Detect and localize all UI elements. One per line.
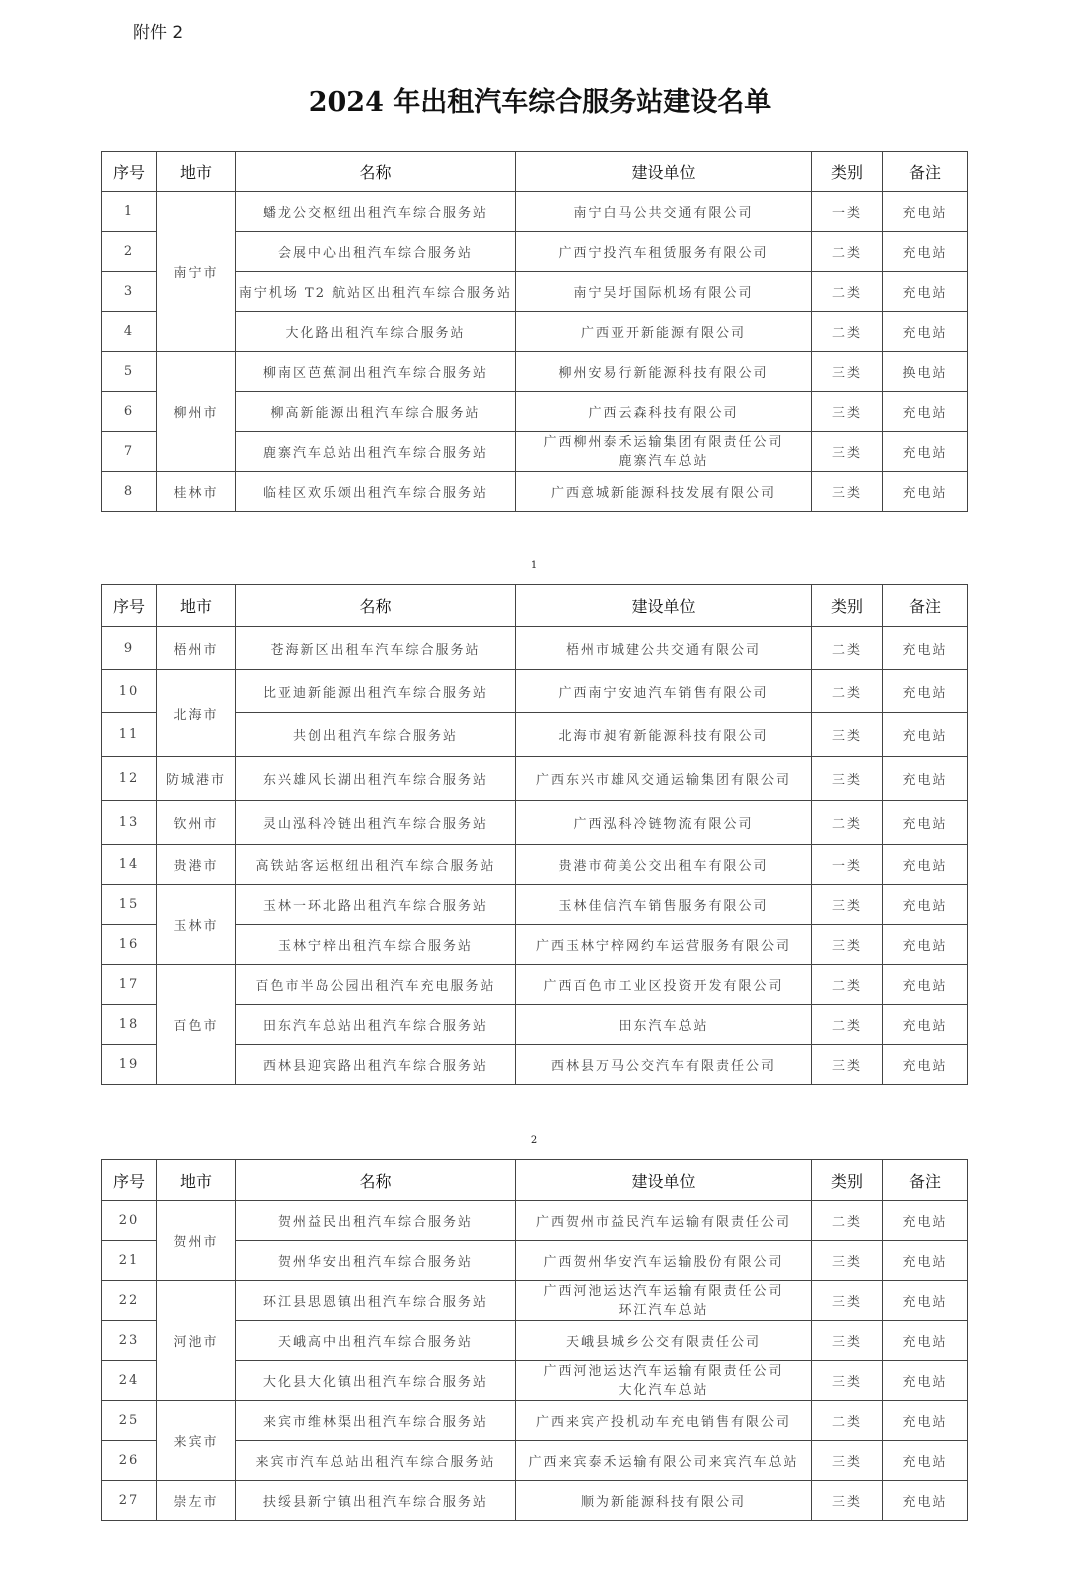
cell-name: 天峨高中出租汽车综合服务站 — [236, 1321, 516, 1361]
cell-name: 苍海新区出租车汽车综合服务站 — [236, 627, 516, 670]
cell-name: 玉林宁梓出租汽车综合服务站 — [236, 925, 516, 965]
cell-no: 19 — [102, 1045, 157, 1085]
cell-note: 充电站 — [883, 670, 968, 713]
header-unit: 建设单位 — [516, 152, 812, 192]
cell-name: 来宾市汽车总站出租汽车综合服务站 — [236, 1441, 516, 1481]
cell-unit: 广西泓科冷链物流有限公司 — [516, 801, 812, 845]
table-row — [102, 801, 968, 845]
cell-note: 充电站 — [883, 272, 968, 312]
cell-no: 18 — [102, 1005, 157, 1045]
header-name: 名称 — [236, 585, 516, 627]
cell-unit: 玉林佳信汽车销售服务有限公司 — [516, 885, 812, 925]
cell-note: 充电站 — [883, 1401, 968, 1441]
cell-unit: 广西玉林宁梓网约车运营服务有限公司 — [516, 925, 812, 965]
table-row — [102, 757, 968, 801]
cell-note: 充电站 — [883, 757, 968, 801]
cell-note: 充电站 — [883, 232, 968, 272]
cell-name: 南宁机场 T2 航站区出租汽车综合服务站 — [236, 272, 516, 312]
table-row — [102, 965, 968, 1005]
cell-unit: 田东汽车总站 — [516, 1005, 812, 1045]
cell-unit: 广西意城新能源科技发展有限公司 — [516, 472, 812, 512]
cell-city: 玉林市 — [157, 885, 236, 965]
cell-unit: 贵港市荷美公交出租车有限公司 — [516, 845, 812, 885]
document-title: 2024 年出租汽车综合服务站建设名单 — [308, 87, 772, 118]
cell-no: 27 — [102, 1481, 157, 1521]
cell-name: 蟠龙公交枢纽出租汽车综合服务站 — [236, 192, 516, 232]
cell-note: 充电站 — [883, 192, 968, 232]
header-no: 序号 — [102, 1160, 157, 1201]
cell-unit: 广西南宁安迪汽车销售有限公司 — [516, 670, 812, 713]
cell-no: 23 — [102, 1321, 157, 1361]
cell-name: 柳南区芭蕉洞出租汽车综合服务站 — [236, 352, 516, 392]
cell-note: 充电站 — [883, 1241, 968, 1281]
cell-note: 充电站 — [883, 472, 968, 512]
cell-note: 充电站 — [883, 845, 968, 885]
table-row — [102, 627, 968, 670]
cell-city: 来宾市 — [157, 1401, 236, 1481]
header-category: 类别 — [812, 152, 883, 192]
cell-category: 二类 — [812, 232, 883, 272]
cell-category: 三类 — [812, 1321, 883, 1361]
cell-unit: 南宁白马公共交通有限公司 — [516, 192, 812, 232]
cell-no: 2 — [102, 232, 157, 272]
page-number: 2 — [530, 1135, 538, 1146]
table-header-row — [102, 585, 968, 627]
header-no: 序号 — [102, 585, 157, 627]
cell-name: 田东汽车总站出租汽车综合服务站 — [236, 1005, 516, 1045]
page-number: 1 — [530, 560, 538, 571]
header-name: 名称 — [236, 152, 516, 192]
table-row — [102, 352, 968, 392]
cell-name: 贺州华安出租汽车综合服务站 — [236, 1241, 516, 1281]
cell-name: 贺州益民出租汽车综合服务站 — [236, 1201, 516, 1241]
header-city: 地市 — [157, 152, 236, 192]
cell-note: 充电站 — [883, 1481, 968, 1521]
cell-city: 桂林市 — [157, 472, 236, 512]
cell-name: 大化县大化镇出租汽车综合服务站 — [236, 1361, 516, 1401]
cell-unit-line-1: 广西河池运达汽车运输有限责任公司 — [543, 1363, 784, 1379]
table-row — [102, 845, 968, 885]
header-note: 备注 — [883, 585, 968, 627]
cell-no: 7 — [102, 432, 157, 472]
cell-unit: 天峨县城乡公交有限责任公司 — [516, 1321, 812, 1361]
cell-unit: 广西来宾泰禾运输有限公司来宾汽车总站 — [516, 1441, 812, 1481]
cell-category: 二类 — [812, 1401, 883, 1441]
cell-name: 灵山泓科冷链出租汽车综合服务站 — [236, 801, 516, 845]
cell-name: 扶绥县新宁镇出租汽车综合服务站 — [236, 1481, 516, 1521]
cell-category: 三类 — [812, 757, 883, 801]
cell-note: 换电站 — [883, 352, 968, 392]
cell-no: 6 — [102, 392, 157, 432]
header-note: 备注 — [883, 1160, 968, 1201]
cell-name: 西林县迎宾路出租汽车综合服务站 — [236, 1045, 516, 1085]
cell-name: 临桂区欢乐颂出租汽车综合服务站 — [236, 472, 516, 512]
cell-note: 充电站 — [883, 885, 968, 925]
cell-no: 16 — [102, 925, 157, 965]
cell-category: 二类 — [812, 801, 883, 845]
cell-unit: 广西宁投汽车租赁服务有限公司 — [516, 232, 812, 272]
cell-category: 二类 — [812, 1201, 883, 1241]
cell-note: 充电站 — [883, 801, 968, 845]
table-header-row — [102, 152, 968, 192]
cell-no: 13 — [102, 801, 157, 845]
cell-category: 二类 — [812, 1005, 883, 1045]
cell-category: 三类 — [812, 1281, 883, 1321]
cell-city: 贺州市 — [157, 1201, 236, 1281]
cell-category: 三类 — [812, 1441, 883, 1481]
cell-unit: 广西贺州市益民汽车运输有限责任公司 — [516, 1201, 812, 1241]
header-city: 地市 — [157, 585, 236, 627]
cell-category: 三类 — [812, 713, 883, 757]
cell-note: 充电站 — [883, 713, 968, 757]
cell-name: 高铁站客运枢纽出租汽车综合服务站 — [236, 845, 516, 885]
cell-no: 3 — [102, 272, 157, 312]
cell-category: 三类 — [812, 1361, 883, 1401]
cell-category: 三类 — [812, 472, 883, 512]
cell-city: 南宁市 — [157, 192, 236, 352]
cell-note: 充电站 — [883, 1281, 968, 1321]
cell-unit: 广西亚开新能源有限公司 — [516, 312, 812, 352]
cell-category: 三类 — [812, 1241, 883, 1281]
cell-no: 24 — [102, 1361, 157, 1401]
cell-note: 充电站 — [883, 392, 968, 432]
station-table-page-3 — [101, 1159, 968, 1521]
cell-name: 东兴雄风长湖出租汽车综合服务站 — [236, 757, 516, 801]
table-row — [102, 472, 968, 512]
cell-no: 5 — [102, 352, 157, 392]
cell-name: 环江县思恩镇出租汽车综合服务站 — [236, 1281, 516, 1321]
cell-note: 充电站 — [883, 312, 968, 352]
cell-note: 充电站 — [883, 1005, 968, 1045]
cell-name: 大化路出租汽车综合服务站 — [236, 312, 516, 352]
cell-no: 21 — [102, 1241, 157, 1281]
cell-note: 充电站 — [883, 1045, 968, 1085]
cell-unit: 广西贺州华安汽车运输股份有限公司 — [516, 1241, 812, 1281]
header-unit: 建设单位 — [516, 585, 812, 627]
header-unit: 建设单位 — [516, 1160, 812, 1201]
cell-no: 15 — [102, 885, 157, 925]
cell-city: 河池市 — [157, 1281, 236, 1401]
cell-unit-line-2: 大化汽车总站 — [618, 1382, 709, 1398]
cell-unit — [516, 432, 812, 472]
cell-unit-line-2: 鹿寨汽车总站 — [618, 453, 709, 469]
cell-no: 14 — [102, 845, 157, 885]
cell-name: 来宾市维林渠出租汽车综合服务站 — [236, 1401, 516, 1441]
cell-note: 充电站 — [883, 1441, 968, 1481]
cell-category: 二类 — [812, 627, 883, 670]
station-table-page-2 — [101, 584, 968, 1085]
table-row — [102, 670, 968, 713]
table-row — [102, 1481, 968, 1521]
cell-category: 三类 — [812, 352, 883, 392]
cell-unit: 西林县万马公交汽车有限责任公司 — [516, 1045, 812, 1085]
header-city: 地市 — [157, 1160, 236, 1201]
table-row — [102, 885, 968, 925]
cell-name: 鹿寨汽车总站出租汽车综合服务站 — [236, 432, 516, 472]
cell-unit-line-2: 环江汽车总站 — [618, 1302, 709, 1318]
table-row — [102, 1201, 968, 1241]
cell-city: 柳州市 — [157, 352, 236, 472]
header-category: 类别 — [812, 585, 883, 627]
header-name: 名称 — [236, 1160, 516, 1201]
cell-no: 10 — [102, 670, 157, 713]
cell-unit: 柳州安易行新能源科技有限公司 — [516, 352, 812, 392]
cell-name: 玉林一环北路出租汽车综合服务站 — [236, 885, 516, 925]
cell-note: 充电站 — [883, 925, 968, 965]
station-table-page-1 — [101, 151, 968, 512]
cell-note: 充电站 — [883, 432, 968, 472]
cell-unit — [516, 1281, 812, 1321]
cell-category: 一类 — [812, 845, 883, 885]
cell-category: 三类 — [812, 1481, 883, 1521]
cell-category: 三类 — [812, 885, 883, 925]
cell-no: 26 — [102, 1441, 157, 1481]
table-row — [102, 1281, 968, 1321]
cell-city: 崇左市 — [157, 1481, 236, 1521]
cell-city: 钦州市 — [157, 801, 236, 845]
cell-no: 22 — [102, 1281, 157, 1321]
cell-unit: 广西云森科技有限公司 — [516, 392, 812, 432]
cell-no: 1 — [102, 192, 157, 232]
cell-no: 25 — [102, 1401, 157, 1441]
cell-name: 比亚迪新能源出租汽车综合服务站 — [236, 670, 516, 713]
cell-no: 9 — [102, 627, 157, 670]
cell-city: 百色市 — [157, 965, 236, 1085]
cell-unit: 广西百色市工业区投资开发有限公司 — [516, 965, 812, 1005]
cell-unit: 广西来宾产投机动车充电销售有限公司 — [516, 1401, 812, 1441]
cell-category: 二类 — [812, 272, 883, 312]
cell-city: 梧州市 — [157, 627, 236, 670]
cell-no: 20 — [102, 1201, 157, 1241]
header-category: 类别 — [812, 1160, 883, 1201]
cell-category: 三类 — [812, 925, 883, 965]
header-note: 备注 — [883, 152, 968, 192]
cell-name: 共创出租汽车综合服务站 — [236, 713, 516, 757]
cell-note: 充电站 — [883, 1201, 968, 1241]
cell-category: 二类 — [812, 670, 883, 713]
cell-category: 二类 — [812, 965, 883, 1005]
annex-label: 附件 2 — [133, 23, 184, 43]
table-row — [102, 192, 968, 232]
cell-no: 4 — [102, 312, 157, 352]
table-header-row — [102, 1160, 968, 1201]
cell-category: 一类 — [812, 192, 883, 232]
cell-note: 充电站 — [883, 965, 968, 1005]
cell-unit-line-1: 广西柳州泰禾运输集团有限责任公司 — [543, 434, 784, 450]
cell-city: 防城港市 — [157, 757, 236, 801]
cell-city: 北海市 — [157, 670, 236, 757]
cell-no: 17 — [102, 965, 157, 1005]
cell-name: 会展中心出租汽车综合服务站 — [236, 232, 516, 272]
cell-no: 12 — [102, 757, 157, 801]
cell-unit: 南宁吴圩国际机场有限公司 — [516, 272, 812, 312]
cell-no: 11 — [102, 713, 157, 757]
cell-unit — [516, 1361, 812, 1401]
cell-note: 充电站 — [883, 627, 968, 670]
cell-note: 充电站 — [883, 1361, 968, 1401]
header-no: 序号 — [102, 152, 157, 192]
cell-unit: 北海市昶宥新能源科技有限公司 — [516, 713, 812, 757]
cell-no: 8 — [102, 472, 157, 512]
cell-city: 贵港市 — [157, 845, 236, 885]
cell-category: 三类 — [812, 392, 883, 432]
cell-note: 充电站 — [883, 1321, 968, 1361]
cell-unit: 顺为新能源科技有限公司 — [516, 1481, 812, 1521]
cell-unit: 梧州市城建公共交通有限公司 — [516, 627, 812, 670]
cell-category: 三类 — [812, 1045, 883, 1085]
cell-unit: 广西东兴市雄风交通运输集团有限公司 — [516, 757, 812, 801]
table-row — [102, 1401, 968, 1441]
cell-name: 百色市半岛公园出租汽车充电服务站 — [236, 965, 516, 1005]
cell-category: 二类 — [812, 312, 883, 352]
cell-category: 三类 — [812, 432, 883, 472]
cell-unit-line-1: 广西河池运达汽车运输有限责任公司 — [543, 1283, 784, 1299]
cell-name: 柳高新能源出租汽车综合服务站 — [236, 392, 516, 432]
